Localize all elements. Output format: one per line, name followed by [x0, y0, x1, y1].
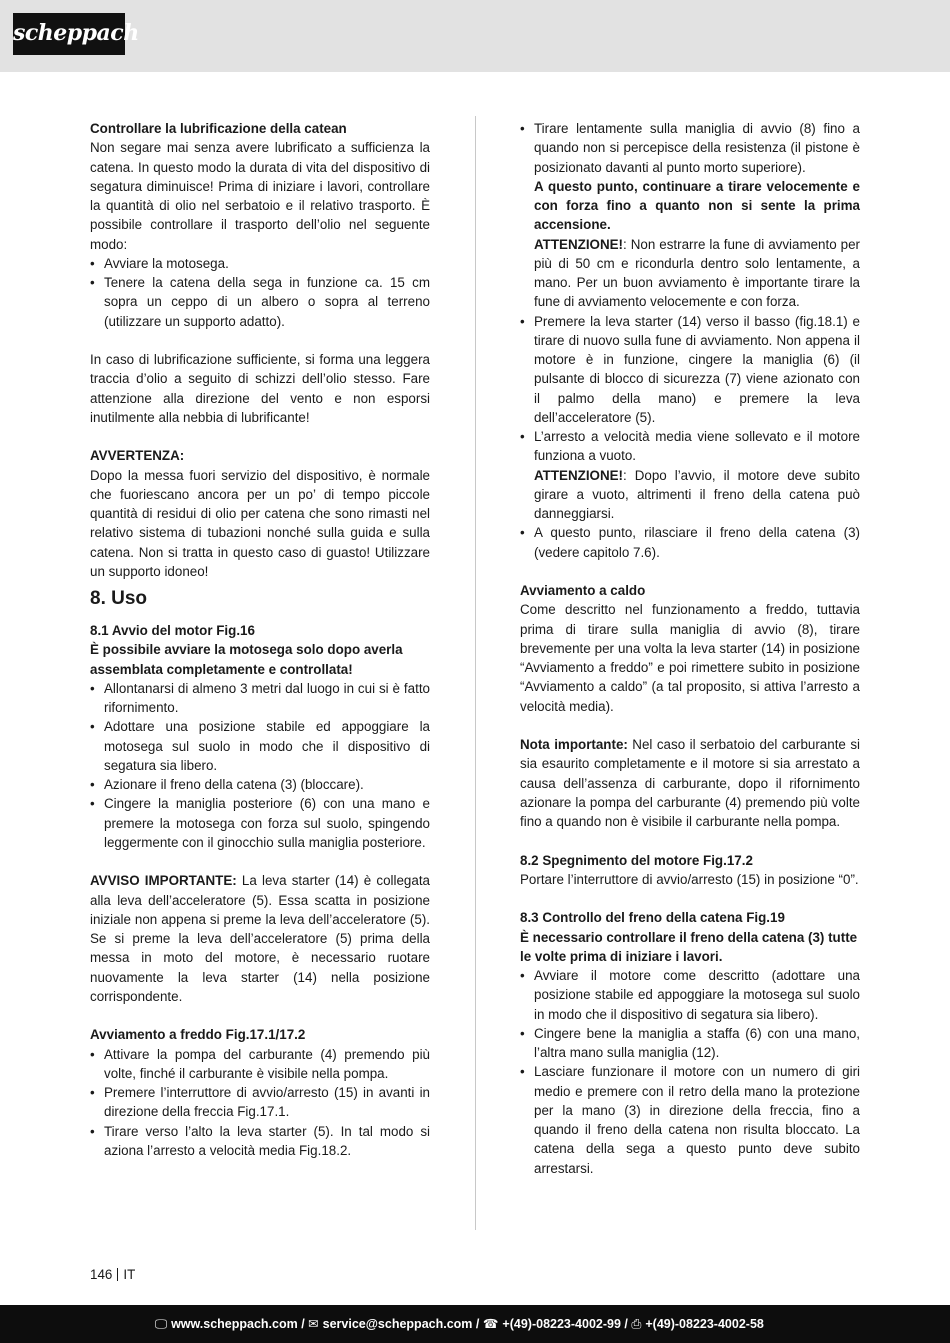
list-item: • Premere la leva starter (14) verso il basso (fig.18.1) e tirare di nuovo sulla fune di avviamento. Non appena il motore è in funzione, cingere la maniglia (6) (il pulsante di blocco di sicurezza (7) viene azionato con il palmo della mano) e premere la leva dell’acceleratore (5).: [520, 312, 860, 428]
cold-start-list-continued: [520, 119, 860, 562]
column-divider: [475, 116, 476, 1230]
heading-8-3: 8.3 Controllo del freno della catena Fig.19: [520, 910, 785, 926]
page-footer: [0, 1305, 950, 1343]
note-label: Nota importante:: [520, 737, 628, 752]
list-item: • Cingere bene la maniglia a staffa (6) con una mano, l’altra mano sulla maniglia (12).: [520, 1024, 860, 1063]
footer-phone: +(49)-08223-4002-99 /: [502, 1317, 628, 1331]
lubrication-text-2: In caso di lubrificazione sufficiente, si forma una leggera traccia d’olio a seguito di schizzi dell’olio stesso. Fare attenzione alla direzione del vento e non esporsi inutilmente alla nebbia di lubrificante!: [90, 352, 430, 425]
important-note: [520, 735, 860, 831]
attention-text: : Non estrarre la fune di avviamento per più di 50 cm e ricondurla dentro solo lentamente, a mano. Per un buon avviamento è importante tirare la fune di avviamento velocemente e con forza.: [534, 236, 860, 310]
list-item: • Lasciare funzionare il motore con un numero di giri medio e premere con il retro della mano la protezione per la mano (3) in direzione della freccia, fino a quando il freno della catena non risulta bloccato. La catena della sega a questo punto deve subito arrestarsi.: [520, 1062, 860, 1178]
fax-icon: ⎙: [631, 1317, 642, 1331]
brake-check-requirement: È necessario controllare il freno della catena (3) tutte le volte prima di iniziare i lavori.: [520, 929, 858, 964]
warm-start-text: Come descritto nel funzionamento a freddo, tuttavia prima di tirare sulla maniglia di avvio (8), tirare brevemente per una volta la leva starter (14) in posizione “Avviamento a freddo” e poi rimettere subito in posizione “Avviamento a caldo” (a tal proposito, si attiva l’arresto a velocità media).: [520, 602, 860, 714]
attention-text: : Dopo l’avvio, il motore deve subito girare a vuoto, altrimenti il freno della catena può danneggiarsi.: [534, 467, 860, 521]
start-list: [90, 679, 430, 852]
heading-lubrication: Controllare la lubrificazione della catean: [90, 121, 347, 136]
pull-start-bold: A questo punto, continuare a tirare velocemente e con forza fino a quanto non si sente la prima accensione.: [534, 178, 860, 233]
phone-icon: ☎: [482, 1317, 499, 1331]
list-item: • Allontanarsi di almeno 3 metri dal luogo in cui si è fatto rifornimento.: [90, 679, 430, 718]
list-item: • Premere l’interruttore di avvio/arresto (15) in avanti in direzione della freccia Fig.17.1.: [90, 1083, 430, 1122]
section-title-uso: 8. Uso: [90, 588, 148, 609]
pull-start-text: Tirare lentamente sulla maniglia di avvio (8) fino a quando non si percepisce della resistenza (il pistone è posizionato davanti al punto morto superiore).: [534, 121, 860, 175]
page-number-value: 146: [90, 1267, 113, 1282]
idle-text: L’arresto a velocità media viene sollevato e il motore funziona a vuoto.: [534, 429, 860, 464]
brake-check-list: [520, 966, 860, 1178]
heading-warning: AVVERTENZA:: [90, 448, 185, 464]
lubrication-text: Non segare mai senza avere lubrificato a sufficienza la catena. In questo modo la durata di vita del dispositivo di segatura diminuisce! Prima di iniziare i lavori, controllare la quantità di olio nel serbatoio e il relativo trasporto. È possibile controllare il trasporto dell’olio nel seguente modo:: [90, 140, 430, 252]
page-language: IT: [123, 1267, 136, 1282]
list-item: • Tenere la catena della sega in funzione ca. 15 cm sopra un ceppo di un albero o sopra al terreno (utilizzare un supporto adatto).: [90, 273, 430, 331]
list-item: • Avviare il motore come descritto (adottare una posizione stabile ed appoggiare la motosega sul suolo in modo che il dispositivo di segatura sia libero).: [520, 966, 860, 1024]
right-column: [520, 119, 860, 1178]
engine-stop-text: Portare l’interruttore di avvio/arresto (15) in posizione “0”.: [520, 871, 859, 887]
list-item: • Attivare la pompa del carburante (4) premendo più volte, finché il carburante è visibile nella pompa.: [90, 1045, 430, 1084]
list-item: • Tirare verso l’alto la leva starter (5). In tal modo si aziona l’arresto a velocità media Fig.18.2.: [90, 1122, 430, 1161]
cold-start-list: [90, 1045, 430, 1161]
notice-label: AVVISO IMPORTANTE:: [90, 873, 237, 889]
list-item: • A questo punto, rilasciare il freno della catena (3) (vedere capitolo 7.6).: [520, 523, 860, 562]
important-notice: [90, 871, 430, 1006]
list-item: • Avviare la motosega.: [90, 254, 430, 273]
page-header: [0, 0, 950, 72]
lubrication-list: [90, 254, 430, 331]
mail-icon: ✉: [308, 1317, 319, 1331]
warning-text: Dopo la messa fuori servizio del dispositivo, è normale che fuoriescano ancora per un po’ di tempo piccole quantità di residui di olio per catena che sono rimasti nel relativo sistema di tubazioni nonché sulla guida e sulla catena. Non si tratta in questo caso di guasto! Utilizzare un supporto idoneo!: [90, 467, 430, 579]
attention-label: ATTENZIONE!: [534, 236, 624, 252]
heading-cold-start: Avviamento a freddo Fig.17.1/17.2: [90, 1027, 306, 1043]
list-item: [520, 119, 860, 312]
footer-fax: +(49)-08223-4002-58: [645, 1317, 764, 1331]
notice-text: La leva starter (14) è collegata alla leva dell’acceleratore (5). Essa scatta in posizione iniziale non appena si preme la leva dell’acceleratore (5). Se si preme la leva dell’acceleratore (5) prima della messa in moto del motore, è necessario ruotare nuovamente la leva starter (14) nella posizione corrispondente.: [90, 873, 430, 1004]
note-text: Nel caso il serbatoio del carburante si sia esaurito completamente e il motore si sia arrestato a causa dell’assenza di carburante, dopo il rifornimento azionare la pompa del carburante (4) premendo più volte fino a quando non è visibile il carburante nella pompa.: [520, 737, 860, 829]
footer-email[interactable]: service@scheppach.com /: [322, 1317, 480, 1331]
footer-website[interactable]: www.scheppach.com /: [171, 1317, 305, 1331]
start-requirement: È possibile avviare la motosega solo dopo averla assemblata completamente e controllata!: [90, 642, 403, 677]
computer-icon: 🖵: [155, 1317, 168, 1331]
heading-warm-start: Avviamento a caldo: [520, 583, 646, 598]
list-item: • Azionare il freno della catena (3) (bloccare).: [90, 775, 430, 794]
brand-logo: scheppach: [13, 13, 125, 55]
left-column: [90, 119, 430, 1160]
heading-8-2: 8.2 Spegnimento del motore Fig.17.2: [520, 852, 753, 868]
page-number: [90, 1266, 135, 1284]
attention-label: ATTENZIONE!: [534, 467, 624, 483]
list-item: [520, 427, 860, 523]
list-item: • Cingere la maniglia posteriore (6) con una mano e premere la motosega con forza sul suolo, spingendo leggermente con il ginocchio sulla maniglia posteriore.: [90, 794, 430, 852]
heading-8-1: 8.1 Avvio del motor Fig.16: [90, 623, 255, 638]
list-item: • Adottare una posizione stabile ed appoggiare la motosega sul suolo in modo che il dispositivo di segatura sia libero.: [90, 717, 430, 775]
